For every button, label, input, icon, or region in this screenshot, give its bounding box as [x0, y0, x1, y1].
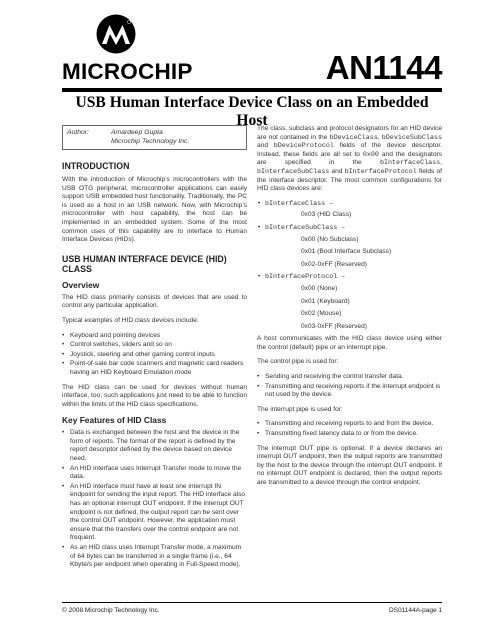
list-item: • Transmitting and receiving reports if the interrupt endpoint is not used by the device.: [257, 383, 442, 400]
interface-subclass-label: • bInterfaceSubClass –: [257, 224, 442, 233]
list-item: • Point-of-sale bar code scanners and magnetic card readers having an HID Keyboard Emulation mode: [62, 360, 247, 377]
designators-paragraph: The class, subclass and protocol designators for an HID device are not contained in the bDeviceClass, bDeviceSubClass and bDeviceProtocol fields of the device descriptor. Instead, these fields are all set to 0x00 and the designators are specified in the bInterfaceClass, bInterfaceSubClass and bInterfaceProtocol fields of the interface descriptor. The most common configurations for HID class devices are:: [257, 125, 443, 193]
code-token: bDeviceClass: [329, 133, 378, 142]
code-token: 0x00: [362, 150, 379, 159]
list-item: • Control switches, sliders and so on: [62, 341, 247, 350]
footer-rule: [62, 602, 442, 603]
config-value: 0x00 (None): [301, 284, 338, 292]
list-item: • Data is exchanged between the host and the device in the form of reports. The format of the report is defined by the report descriptor defined by the device based on device need.: [62, 429, 247, 463]
intro-heading: INTRODUCTION: [62, 161, 130, 171]
overview-paragraph: The HID class primarily consists of devices that are used to control any particular application.: [62, 293, 247, 310]
list-item: • An HID interface uses Interrupt Transfer mode to move the data.: [62, 465, 247, 482]
microchip-logo-icon: [96, 13, 136, 55]
config-value: 0x02-0xFF (Reserved): [301, 260, 367, 268]
list-item: • Sending and receiving the control transfer data.: [257, 373, 442, 382]
control-pipe-list: [257, 373, 442, 400]
code-token: bDeviceSubClass: [381, 133, 442, 142]
author-box: [62, 125, 247, 150]
intro-paragraph: With the introduction of Microchip’s microcontrollers with the USB OTG peripheral, microcontroller applications can easily support USB embedded host functionality. Traditionally, the PC is used as a host in an USB network. Now, with Microchip’s microcontroller with host capability, the host can be implemented in an embedded system. Some of the most common uses of this capability are to interface to Human Interface Devices (HIDs).: [62, 176, 247, 244]
interface-protocol-label: • bInterfaceProtocol –: [257, 273, 442, 282]
author-label: Author:: [67, 129, 89, 136]
brand-name: MICROCHIP: [62, 59, 193, 84]
overview-heading: Overview: [62, 279, 100, 290]
config-value: 0x00 (No Subclass): [301, 235, 359, 243]
list-item: • Transmitting fixed latency data to or from the device.: [257, 430, 442, 439]
copyright: © 2008 Microchip Technology Inc.: [62, 607, 160, 614]
out-pipe-paragraph: The interrupt OUT pipe is optional. If a device declares an interrupt OUT endpoint, then the output reports are transmitted by the host to the device through the interrupt OUT endpoint. If no interrupt OUT endpoint is declared, then the output reports are transmitted to a device through the control endpoint.: [257, 444, 442, 486]
left-column: [62, 125, 247, 576]
author-org: Microchip Technology Inc.: [111, 138, 190, 145]
interrupt-pipe-intro: The interrupt pipe is used for:: [257, 405, 343, 413]
right-column: [257, 125, 442, 494]
config-value: 0x01 (Keyboard): [301, 297, 350, 305]
code-token: bInterfaceSubClass: [257, 167, 330, 176]
list-item: • Joystick, steering and other gaming control inputs: [62, 351, 247, 360]
config-value: 0x03-0xFF (Reserved): [301, 322, 367, 330]
nonhuman-paragraph: The HID class can be used for devices without human interface, too; such applications just need to be able to function within the limits of the HID class specifications.: [62, 383, 247, 408]
config-value: 0x01 (Boot Interface Subclass): [301, 248, 392, 256]
page-title: USB Human Interface Device Class on an Embedded Host: [75, 94, 429, 129]
interrupt-pipe-list: [257, 420, 442, 438]
author-name: Amardeep Gupta: [111, 129, 163, 136]
document-id: AN1144: [325, 49, 442, 86]
control-pipe-intro: The control pipe is used for:: [257, 358, 339, 366]
interface-class-label: • bInterfaceClass –: [257, 200, 442, 209]
host-paragraph: A host communicates with the HID class device using either the control (default) pipe or an interrupt pipe.: [257, 335, 442, 351]
config-value: 0x03 (HID Class): [301, 211, 352, 219]
code-token: bInterfaceClass: [379, 159, 441, 168]
list-item: • Transmitting and receiving reports to and from the device.: [257, 420, 442, 429]
features-list: [62, 429, 247, 570]
examples-list: [62, 332, 247, 378]
hid-class-heading: USB HUMAN INTERFACE DEVICE (HID) CLASS: [62, 253, 227, 274]
list-item: • As an HID class uses Interrupt Transfer mode, a maximum of 64 bytes can be transferred in a single frame (i.e., 64 Kbyte/s per endpoint when operating in Full-Speed mode).: [62, 544, 247, 570]
config-value: 0x02 (Mouse): [301, 310, 342, 318]
examples-intro: Typical examples of HID class devices include:: [62, 316, 199, 324]
header-rule: [62, 88, 442, 92]
features-heading: Key Features of HID Class: [62, 415, 167, 426]
code-token: bInterfaceProtocol: [344, 167, 417, 176]
page-number: DS01144A-page 1: [388, 607, 442, 614]
list-item: • An HID interface must have at least one interrupt IN endpoint for sending the input report. The HID interface also has an optional interrupt OUT endpoint. If the interrupt OUT endpoint is not defined, the output report can be sent over the control OUT endpoint. However, the application must ensure that the transfers over the control endpoint are not frequent.: [62, 483, 247, 543]
code-token: bDeviceProtocol: [273, 142, 334, 151]
author-details: [111, 128, 242, 146]
list-item: • Keyboard and pointing devices: [62, 332, 247, 341]
